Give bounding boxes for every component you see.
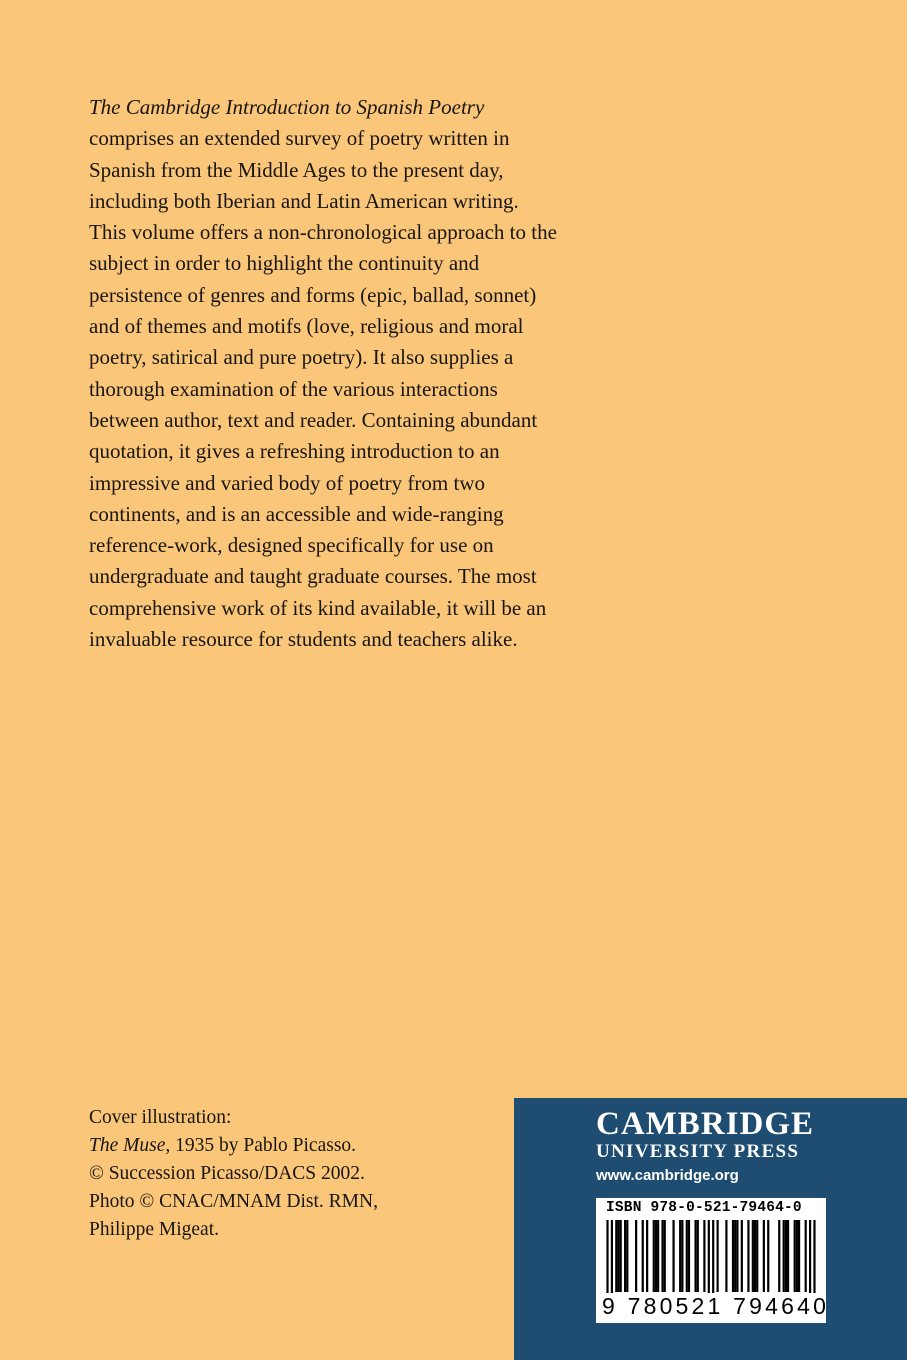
barcode-bar — [661, 1220, 663, 1292]
barcode-bar — [686, 1220, 688, 1292]
barcode-bar — [778, 1220, 780, 1292]
barcode-bar — [655, 1220, 657, 1292]
barcode-bar — [796, 1220, 798, 1292]
barcode-bar — [617, 1220, 619, 1292]
barcode-bar — [646, 1220, 648, 1292]
ean-number: 9 780521 794640 — [602, 1293, 830, 1319]
cover-credits — [89, 1104, 469, 1244]
blurb-body: comprises an extended survey of poetry written in Spanish from the Middle Ages to the present day, including both Iberian and Latin American writing. This volume offers a non-chronological approach to the subject in order to highlight the continuity and persistence of genres and forms (epic, ballad, sonnet) and of themes and motifs (love, religious and moral poetry, satirical and pure poetry). It also supplies a thorough examination of the various interactions between author, text and reader. Containing abundant quotation, it gives a refreshing introduction to an impressive and varied body of poetry from two continents, and is an accessible and wide-ranging reference-work, designed specifically for use on undergraduate and taught graduate courses. The most comprehensive work of its kind available, it will be an invaluable resource for students and teachers alike. — [89, 126, 557, 652]
barcode-bar — [697, 1220, 699, 1292]
barcode-bar — [741, 1220, 743, 1292]
barcode-bar — [657, 1220, 659, 1292]
barcode-bar — [635, 1220, 637, 1292]
barcode-bar — [624, 1220, 626, 1292]
blurb-paragraph — [89, 92, 559, 655]
barcode-bar — [717, 1220, 719, 1292]
barcode-bar — [732, 1220, 734, 1292]
barcode-bar — [747, 1220, 749, 1292]
barcode-bar — [681, 1220, 683, 1292]
barcode-bar — [805, 1220, 807, 1292]
barcode-bar — [725, 1220, 727, 1292]
isbn-label: ISBN 978-0-521-79464-0 — [606, 1200, 802, 1216]
book-title: The Cambridge Introduction to Spanish Poetry — [89, 95, 485, 119]
barcode-bar — [734, 1220, 736, 1292]
barcode-bar — [694, 1220, 696, 1292]
barcode-bar — [763, 1220, 765, 1292]
barcode-bar — [620, 1220, 622, 1292]
barcode-bar — [679, 1220, 681, 1292]
barcode-bar — [785, 1220, 787, 1292]
barcode-bar — [783, 1220, 785, 1292]
barcode-bar — [794, 1220, 796, 1292]
barcode-bar — [767, 1220, 769, 1292]
publisher-press: UNIVERSITY PRESS — [596, 1141, 800, 1162]
credits-copyright: © Succession Picasso/DACS 2002. — [89, 1163, 365, 1184]
barcode-bar — [736, 1220, 738, 1292]
publisher-website: www.cambridge.org — [596, 1167, 739, 1184]
barcode-box — [596, 1198, 830, 1323]
barcode-bar — [615, 1220, 617, 1292]
barcode-bar — [626, 1220, 628, 1292]
barcode-bar — [642, 1220, 644, 1292]
credits-work — [89, 1132, 469, 1160]
credits-photo: Photo © CNAC/MNAM Dist. RMN, — [89, 1191, 378, 1212]
credits-work-title: The Muse — [89, 1135, 166, 1156]
publisher-panel — [514, 1098, 907, 1360]
credits-photographer: Philippe Migeat. — [89, 1219, 219, 1240]
barcode-bar — [752, 1220, 754, 1292]
barcode-bar — [756, 1220, 758, 1292]
barcode-bar — [672, 1220, 674, 1292]
barcode-bar — [653, 1220, 655, 1292]
barcode-bar — [798, 1220, 800, 1292]
publisher-name: CAMBRIDGE — [596, 1106, 815, 1142]
barcode-bar — [787, 1220, 789, 1292]
barcode-bar — [703, 1220, 705, 1292]
barcode-bar — [754, 1220, 756, 1292]
barcode-bar — [664, 1220, 666, 1292]
credits-work-details: , 1935 by Pablo Picasso. — [165, 1135, 357, 1156]
credits-heading: Cover illustration: — [89, 1107, 232, 1128]
barcode-bar — [688, 1220, 690, 1292]
